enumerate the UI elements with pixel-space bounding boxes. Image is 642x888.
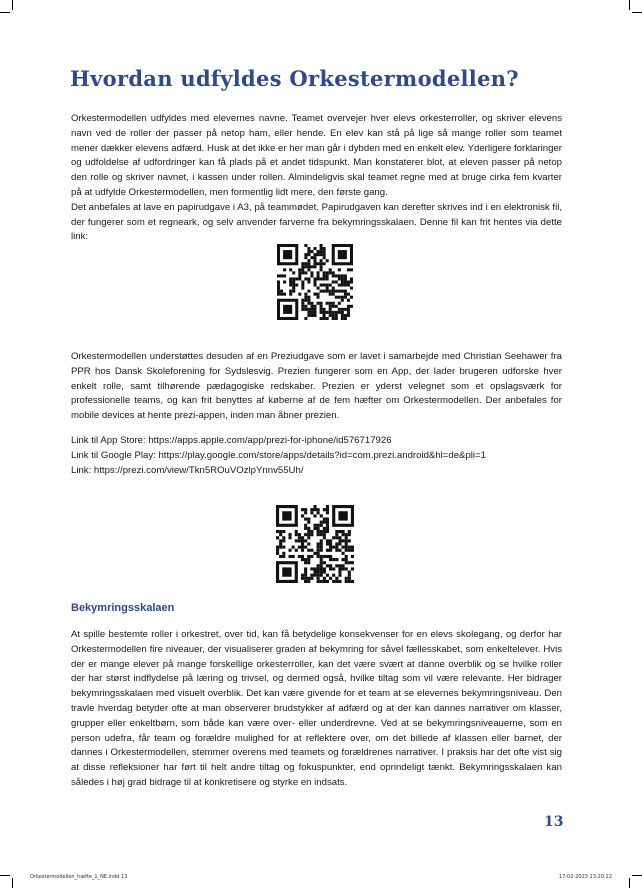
slug-right: 17-02-2023 13:20:22 [558, 874, 612, 880]
qr-code-spreadsheet[interactable] [277, 244, 353, 320]
crop-mark [0, 12, 10, 13]
prezi-paragraph: Orkestermodellen understøttes desuden af en Preziudgave som er lavet i samarbejde med Christian Seehawer fra PPR hos Dansk Skoleforening for Sydslesvig. Prezien fungerer som en App, der lader brugeren udforske hver enkelt rolle, samt tilhørende pædagogiske redskaber. Prezien er yderst velegnet som et opslagsværk for professionelle teams, og kan frit benyttes af køberne af de fem hæfter om Orkestermodellen. Der anbefales for mobile devices at hente prezi-appen, inden man åbner prezien. [71, 351, 562, 422]
intro-paragraph: Orkestermodellen udfyldes med elevernes navne. Teamet overvejer hver elevs orkesterroller, og skriver elevens navn ved de roller der passer på netop ham, eller hende. En elev kan stå på lige så mange roller som teamet mener dækker elevens adfærd. Husk at det ikke er her man går i dybden med en enkelt elev. Yderligere forklaringer og udfoldelse af udfordringer kan få plads på et andet tidspunkt. Man konstaterer blot, at eleven passer på netop den rolle og skriver navnet, i kassen under rollen. Almindeligvis skal teamet regne med at bruge cirka fem kvarter på at udfylde Orkestermodellen, men formentlig lidt mere, den første gang. [71, 113, 562, 198]
slug-left: Orkestermodellen_hæfte_1_NE.indd 13 [30, 874, 128, 880]
crop-mark [629, 0, 630, 10]
qr-code-prezi[interactable] [276, 505, 354, 583]
crop-mark [629, 878, 630, 888]
page-number: 13 [544, 814, 564, 830]
google-play-link[interactable]: Link til Google Play: https://play.google.com/store/apps/details?id=com.prezi.android&hl=de&pli=1 [71, 449, 486, 461]
section-heading: Bekymringsskalaen [71, 602, 175, 614]
link-list [71, 434, 562, 478]
crop-mark [12, 0, 13, 10]
section-text [71, 628, 562, 791]
crop-mark [0, 875, 10, 876]
app-store-link[interactable]: Link til App Store: https://apps.apple.com/app/prezi-for-iphone/id576717926 [71, 435, 392, 446]
crop-mark [632, 12, 642, 13]
section-paragraph: At spille bestemte roller i orkestret, over tid, kan få betydelige konsekvenser for en elevs skolegang, og derfor har Orkestermodellen fire niveauer, der visualiserer graden af bekymring for såvel fællesskabet, som enkeltelever. Hvis der er mange elever på mange forskellige orkesterroller, kan det være svært at danne overblik og se hvilke roller der har størst indflydelse på læring og trivsel, og dermed også, hvilke tiltag som vil være relevante. Her bidrager bekymringsskalaen med visuelt overblik. Det kan være givende for et team at se elevernes bekymringsniveau. Den travle hverdag betyder ofte at man observerer brudstykker af adfærd og at der kan dannes narrativer om klasser, grupper eller enkeltbørn, som både kan være over- eller underdrevne. Ved at se bekymringsniveauerne, som en person udefra, får team og forældre mulighed for at reflektere over, om det billede af klassen eller barnet, der dannes i Orkestermodellen, stemmer overens med teamets og forældrenes narrativer. I praksis har det ofte vist sig at disse refleksioner har ført til helt andre tiltag og fokuspunkter, end oprindeligt tænkt. Bekymringsskalaen kan således i høj grad bidrage til at konkretisere og styrke en indsats. [71, 629, 562, 788]
page-title: Hvordan udfyldes Orkestermodellen? [70, 66, 519, 91]
intro-text [71, 112, 562, 245]
prezi-text [71, 350, 562, 424]
crop-mark [632, 875, 642, 876]
crop-mark [12, 878, 13, 888]
intro-paragraph: Det anbefales at lave en papirudgave i A3, på teammødet. Papirudgaven kan derefter skrives ind i en elektronisk fil, der fungerer som et regneark, og selv anvender farverne fra bekymringsskalaen. Denne fil kan frit hentes via dette link: [71, 201, 562, 243]
prezi-link[interactable]: Link: https://prezi.com/view/Tkn5ROuVOzlpYnnv55Uh/ [71, 464, 304, 476]
